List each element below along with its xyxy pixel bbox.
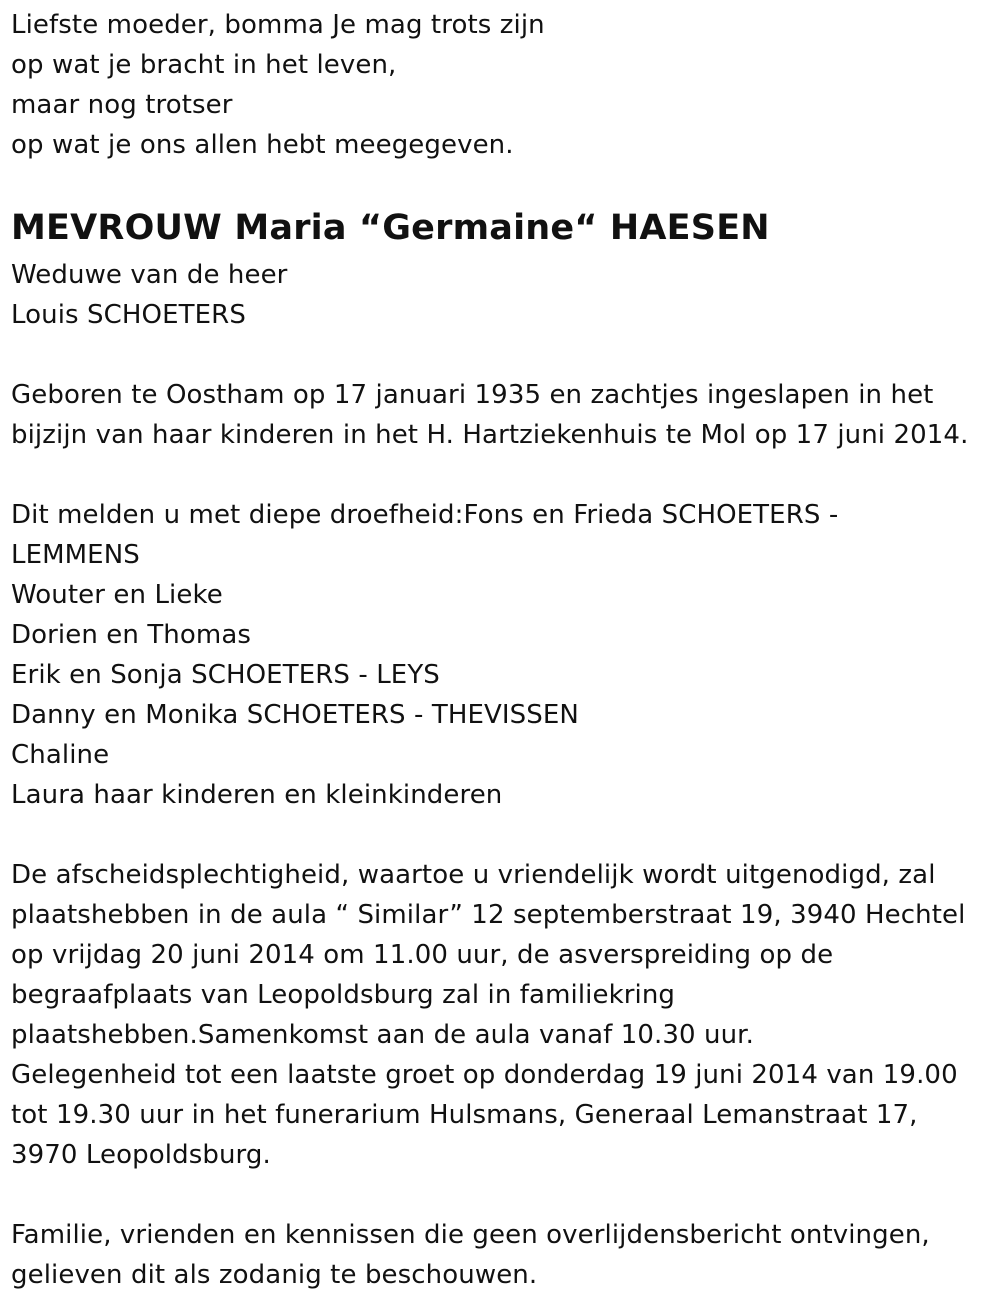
paragraph-line: gelieven dit als zodanig te beschouwen. [11,1260,538,1290]
paragraph-line: Geboren te Oostham op 17 januari 1935 en zachtjes ingeslapen in het [11,380,934,410]
family-line: Dorien en Thomas [11,620,251,650]
paragraph-line: begraafplaats van Leopoldsburg zal in familiekring [11,980,676,1010]
poem [11,5,991,165]
spacer [11,1175,991,1215]
spacer [11,455,991,495]
birth-death-paragraph [11,375,991,455]
poem-line: maar nog trotser [11,90,233,120]
paragraph-line: 3970 Leopoldsburg. [11,1140,271,1170]
spacer [11,815,991,855]
deceased-name: MEVROUW Maria “Germaine“ HAESEN [11,208,770,248]
poem-line: op wat je bracht in het leven, [11,50,397,80]
family-line: Chaline [11,740,110,770]
spacer [11,335,991,375]
paragraph-line: plaatshebben.Samenkomst aan de aula vanaf 10.30 uur. [11,1020,754,1050]
family-line: Danny en Monika SCHOETERS - THEVISSEN [11,700,579,730]
poem-line: op wat je ons allen hebt meegegeven. [11,130,514,160]
family-line: Dit melden u met diepe droefheid:Fons en Frieda SCHOETERS - [11,500,839,530]
family-line: Wouter en Lieke [11,580,223,610]
paragraph-line: op vrijdag 20 juni 2014 om 11.00 uur, de asverspreiding op de [11,940,834,970]
family-list [11,495,991,815]
paragraph-line: De afscheidsplechtigheid, waartoe u vriendelijk wordt uitgenodigd, zal [11,860,936,890]
paragraph-line: Familie, vrienden en kennissen die geen overlijdensbericht ontvingen, [11,1220,930,1250]
widow-line: Weduwe van de heer [11,260,288,290]
paragraph-line: tot 19.30 uur in het funerarium Hulsmans, Generaal Lemanstraat 17, [11,1100,918,1130]
ceremony-paragraph [11,855,991,1175]
widow-line: Louis SCHOETERS [11,300,246,330]
closing-paragraph [11,1215,991,1295]
paragraph-line: Gelegenheid tot een laatste groet op donderdag 19 juni 2014 van 19.00 [11,1060,958,1090]
paragraph-line: plaatshebben in de aula “ Similar” 12 septemberstraat 19, 3940 Hechtel [11,900,966,930]
poem-line: Liefste moeder, bomma Je mag trots zijn [11,10,545,40]
paragraph-line: bijzijn van haar kinderen in het H. Hartziekenhuis te Mol op 17 juni 2014. [11,420,969,450]
family-line: Laura haar kinderen en kleinkinderen [11,780,503,810]
obituary-document [11,5,991,1295]
family-line: Erik en Sonja SCHOETERS - LEYS [11,660,440,690]
family-line: LEMMENS [11,540,140,570]
